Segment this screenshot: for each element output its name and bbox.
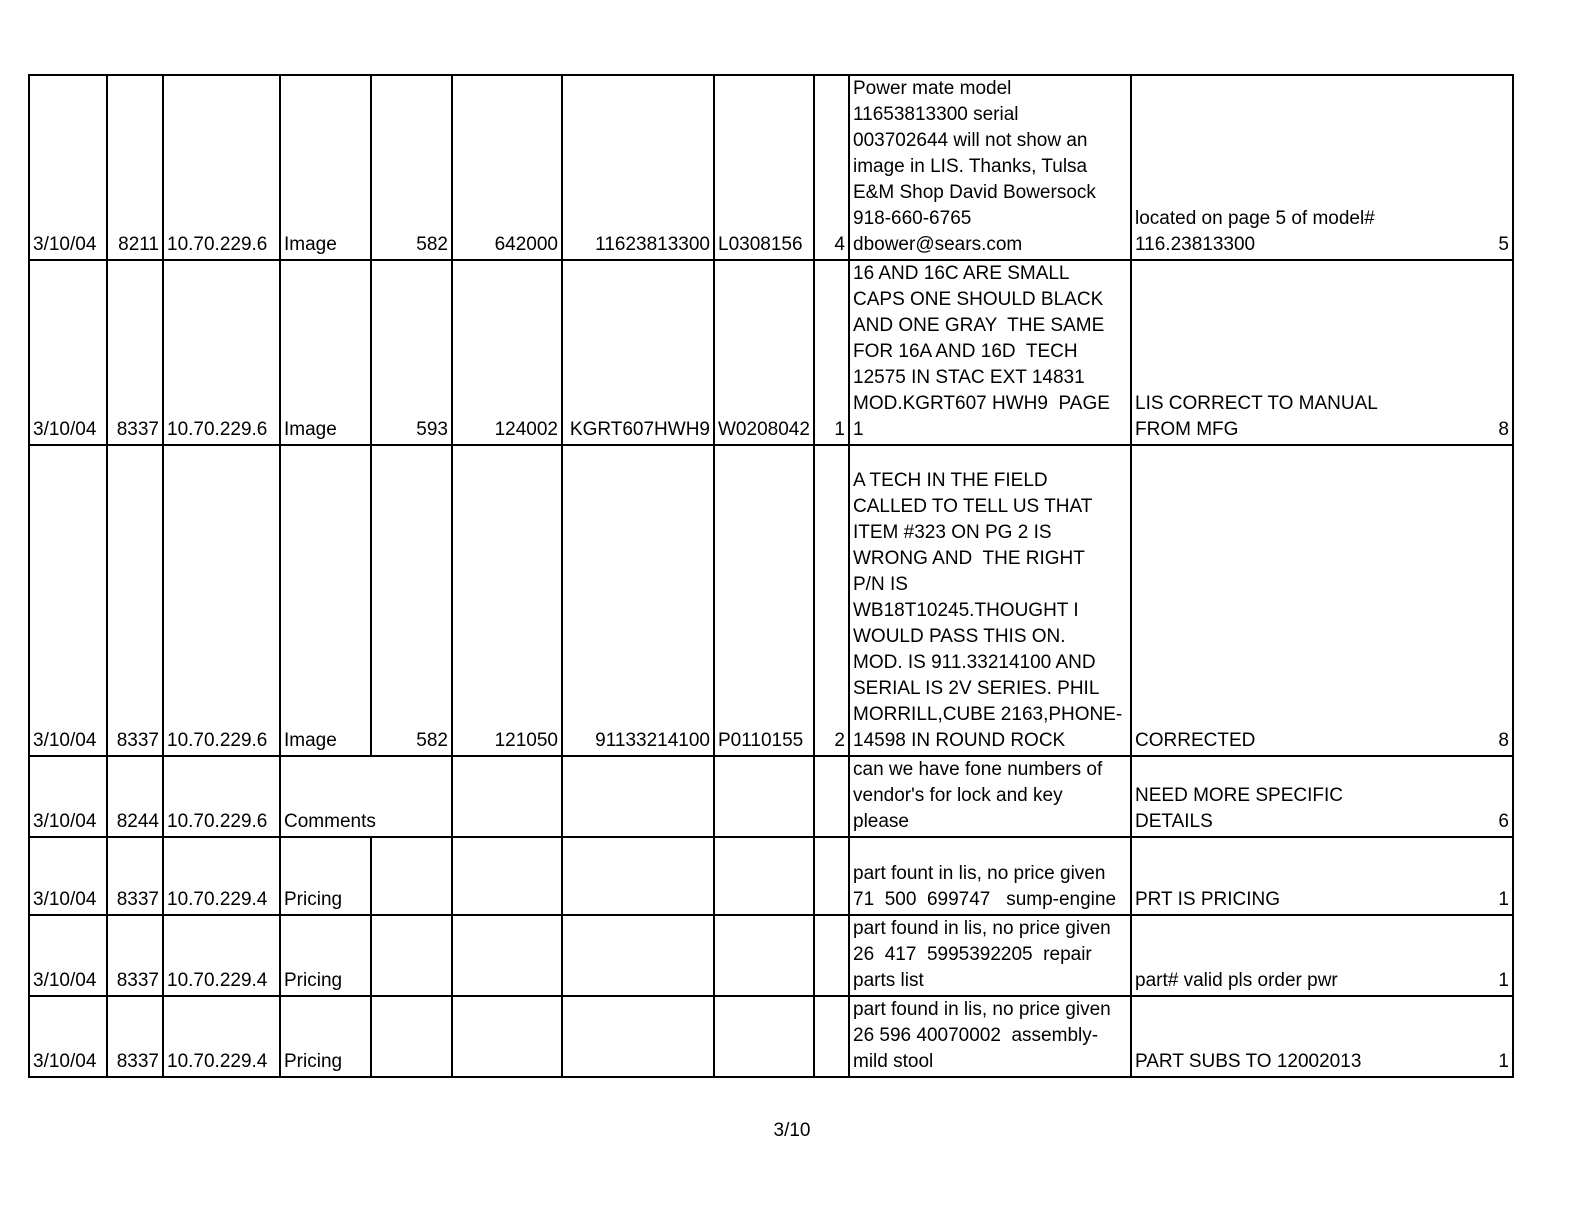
type-cell: Pricing (280, 996, 371, 1077)
date-cell: 3/10/04 (29, 445, 107, 756)
number-cell: 121050 (452, 445, 562, 756)
type-cell: Image (280, 445, 371, 756)
date-cell: 3/10/04 (29, 75, 107, 260)
model-cell (562, 915, 714, 996)
ip-cell: 10.70.229.6 (163, 445, 280, 756)
number-cell: 124002 (452, 260, 562, 445)
resolution-cell: CORRECTED (1131, 445, 1413, 756)
model-cell (562, 837, 714, 915)
date-cell: 3/10/04 (29, 996, 107, 1077)
ip-cell: 10.70.229.4 (163, 915, 280, 996)
model-cell: 91133214100 (562, 445, 714, 756)
number-cell: 642000 (452, 75, 562, 260)
description-cell: Power mate model 11653813300 serial 003702644 will not show an image in LIS. Thanks, Tulsa E&M Shop David Bowersock 918-660-6765 dbower@sears.com (849, 75, 1131, 260)
resolution-cell: PART SUBS TO 12002013 (1131, 996, 1413, 1077)
table-row (29, 915, 1513, 996)
resolution-cell: located on page 5 of model# 116.23813300 (1131, 75, 1413, 260)
last-cell: 5 (1413, 75, 1513, 260)
count-cell (814, 915, 849, 996)
number-cell (452, 837, 562, 915)
code-cell (371, 837, 452, 915)
resolution-cell: LIS CORRECT TO MANUAL FROM MFG (1131, 260, 1413, 445)
ip-cell: 10.70.229.6 (163, 75, 280, 260)
model-cell: KGRT607HWH9 (562, 260, 714, 445)
serial-cell (714, 996, 814, 1077)
id-cell: 8244 (107, 756, 163, 837)
ip-cell: 10.70.229.6 (163, 756, 280, 837)
serial-cell (714, 756, 814, 837)
resolution-cell: PRT IS PRICING (1131, 837, 1413, 915)
last-cell: 8 (1413, 445, 1513, 756)
type-cell: Comments (280, 756, 452, 837)
resolution-cell: part# valid pls order pwr (1131, 915, 1413, 996)
model-cell (562, 756, 714, 837)
id-cell: 8337 (107, 996, 163, 1077)
last-cell: 6 (1413, 756, 1513, 837)
count-cell: 2 (814, 445, 849, 756)
last-cell: 1 (1413, 996, 1513, 1077)
model-cell: 11623813300 (562, 75, 714, 260)
last-cell: 1 (1413, 837, 1513, 915)
id-cell: 8337 (107, 445, 163, 756)
description-cell: part found in lis, no price given 26 596 40070002 assembly- mild stool (849, 996, 1131, 1077)
table-row (29, 75, 1513, 260)
serial-cell (714, 915, 814, 996)
type-cell: Image (280, 260, 371, 445)
model-cell (562, 996, 714, 1077)
serial-cell: W0208042 (714, 260, 814, 445)
table-row (29, 260, 1513, 445)
serial-cell (714, 837, 814, 915)
type-cell: Image (280, 75, 371, 260)
type-cell: Pricing (280, 837, 371, 915)
ip-cell: 10.70.229.4 (163, 837, 280, 915)
id-cell: 8337 (107, 837, 163, 915)
page-number: 3/10 (773, 1120, 811, 1141)
type-cell: Pricing (280, 915, 371, 996)
date-cell: 3/10/04 (29, 260, 107, 445)
ip-cell: 10.70.229.4 (163, 996, 280, 1077)
log-table (28, 74, 1514, 1078)
date-cell: 3/10/04 (29, 915, 107, 996)
number-cell (452, 756, 562, 837)
code-cell: 582 (371, 75, 452, 260)
id-cell: 8337 (107, 915, 163, 996)
table-row (29, 445, 1513, 756)
description-cell: part fount in lis, no price given 71 500 699747 sump-engine (849, 837, 1131, 915)
serial-cell: P0110155 (714, 445, 814, 756)
ip-cell: 10.70.229.6 (163, 260, 280, 445)
code-cell: 582 (371, 445, 452, 756)
code-cell: 593 (371, 260, 452, 445)
code-cell (371, 915, 452, 996)
count-cell (814, 756, 849, 837)
description-cell: can we have fone numbers of vendor's for lock and key please (849, 756, 1131, 837)
id-cell: 8337 (107, 260, 163, 445)
description-cell: A TECH IN THE FIELD CALLED TO TELL US THAT ITEM #323 ON PG 2 IS WRONG AND THE RIGHT P/N IS WB18T10245.THOUGHT I WOULD PASS THIS ON. MOD. IS 911.33214100 AND SERIAL IS 2V SERIES. PHIL MORRILL,CUBE 2163,PHONE- 14598 IN ROUND ROCK (849, 445, 1131, 756)
date-cell: 3/10/04 (29, 756, 107, 837)
table-row (29, 756, 1513, 837)
number-cell (452, 996, 562, 1077)
table-row (29, 837, 1513, 915)
last-cell: 8 (1413, 260, 1513, 445)
count-cell (814, 996, 849, 1077)
count-cell (814, 837, 849, 915)
description-cell: part found in lis, no price given 26 417 5995392205 repair parts list (849, 915, 1131, 996)
count-cell: 4 (814, 75, 849, 260)
last-cell: 1 (1413, 915, 1513, 996)
number-cell (452, 915, 562, 996)
count-cell: 1 (814, 260, 849, 445)
serial-cell: L0308156 (714, 75, 814, 260)
description-cell: 16 AND 16C ARE SMALL CAPS ONE SHOULD BLACK AND ONE GRAY THE SAME FOR 16A AND 16D TECH 12575 IN STAC EXT 14831 MOD.KGRT607 HWH9 PAGE 1 (849, 260, 1131, 445)
resolution-cell: NEED MORE SPECIFIC DETAILS (1131, 756, 1413, 837)
table-row (29, 996, 1513, 1077)
date-cell: 3/10/04 (29, 837, 107, 915)
id-cell: 8211 (107, 75, 163, 260)
code-cell (371, 996, 452, 1077)
